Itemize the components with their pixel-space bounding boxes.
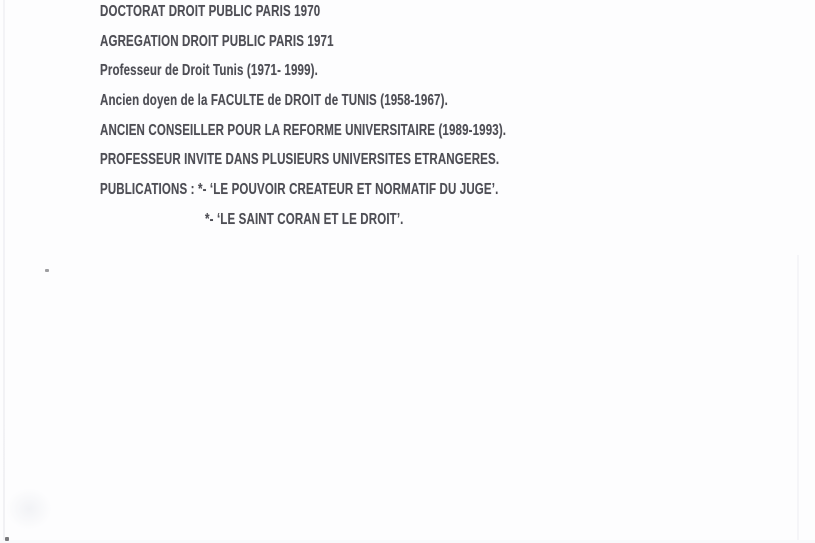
document-line: *- ‘LE SAINT CORAN ET LE DROIT’.: [205, 210, 404, 228]
document-line: Ancien doyen de la FACULTE de DROIT de TUNIS (1958-1967).: [100, 92, 448, 110]
document-line: ANCIEN CONSEILLER POUR LA REFORME UNIVERSITAIRE (1989-1993).: [100, 121, 507, 139]
document-line: AGREGATION DROIT PUBLIC PARIS 1971: [100, 32, 334, 50]
document-line: Professeur de Droit Tunis (1971- 1999).: [100, 62, 318, 80]
scan-smudge-artifact: [6, 488, 52, 530]
scan-edge-left-artifact: [3, 0, 5, 543]
document-line: DOCTORAT DROIT PUBLIC PARIS 1970: [100, 3, 321, 20]
document-line: PROFESSEUR INVITE DANS PLUSIEURS UNIVERSITES ETRANGERES.: [100, 151, 500, 169]
scan-edge-right-artifact: [797, 255, 799, 543]
scan-speck-artifact: [5, 537, 9, 541]
document-text-block: [100, 0, 664, 235]
scan-speck-artifact: [45, 269, 49, 272]
document-line: PUBLICATIONS : *- ‘LE POUVOIR CREATEUR ET NORMATIF DU JUGE’.: [100, 181, 499, 199]
